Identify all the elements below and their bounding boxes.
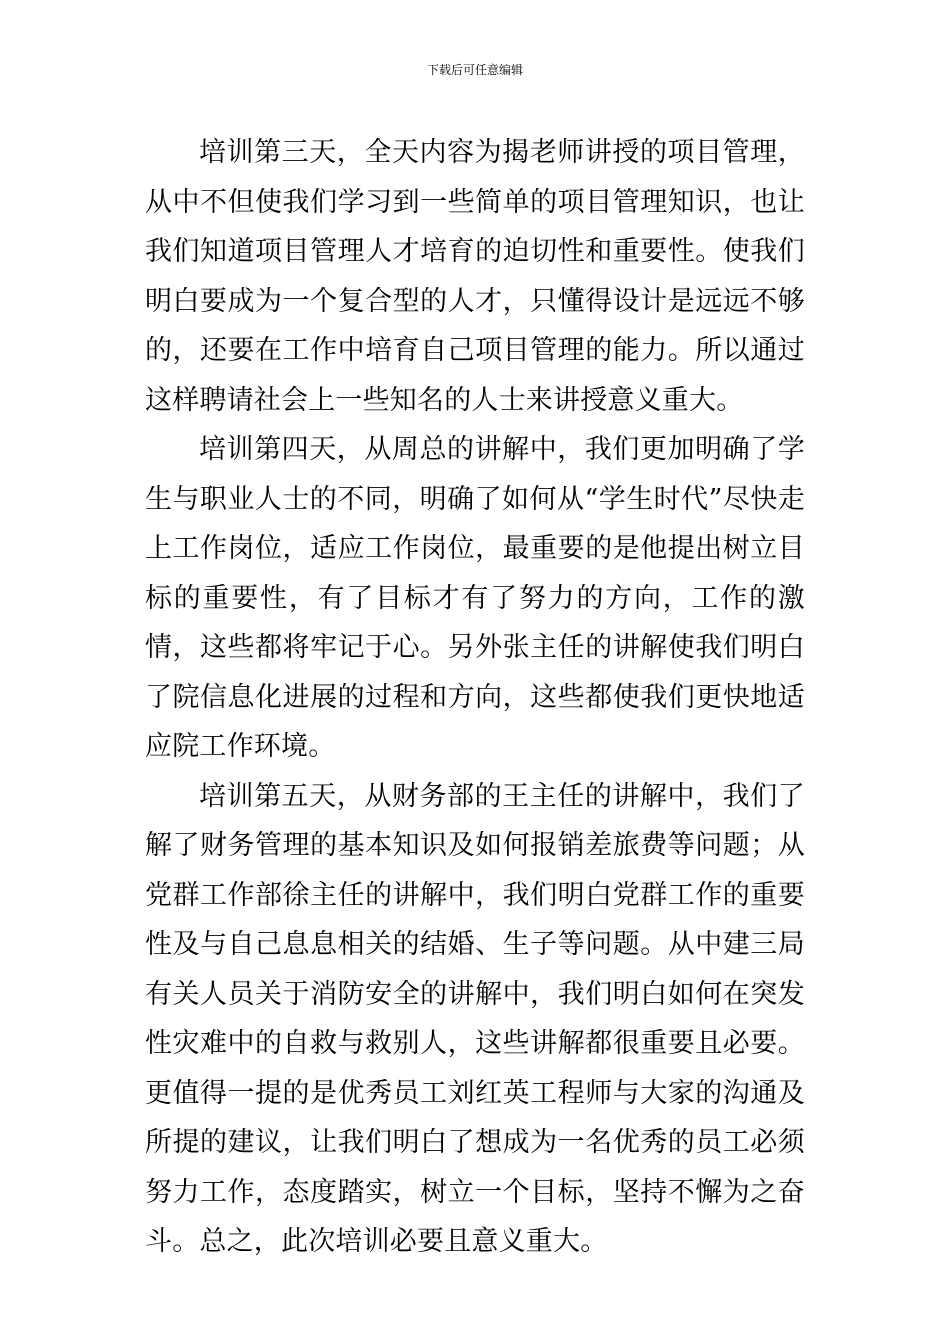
paragraph-day-three: 培训第三天，全天内容为揭老师讲授的项目管理，从中不但使我们学习到一些简单的项目管理知识，也让我们知道项目管理人才培育的迫切性和重要性。使我们明白要成为一个复合型的人才，只懂得设计是远远不够的，还要在工作中培育自己项目管理的能力。所以通过这样聘请社会上一些知名的人士来讲授意义重大。: [145, 137, 805, 416]
paragraph-day-four: 培训第四天，从周总的讲解中，我们更加明确了学生与职业人士的不同，明确了如何从“学生时代”尽快走上工作岗位，适应工作岗位，最重要的是他提出树立目标的重要性，有了目标才有了努力的方向，工作的激情，这些都将牢记于心。另外张主任的讲解使我们明白了院信息化进展的过程和方向，这些都使我们更快地适应院工作环境。: [145, 434, 805, 762]
page-header: 下载后可任意编辑: [426, 63, 523, 77]
paragraph-day-five: 培训第五天，从财务部的王主任的讲解中，我们了解了财务管理的基本知识及如何报销差旅费等问题；从党群工作部徐主任的讲解中，我们明白党群工作的重要性及与自己息息相关的结婚、生子等问题。从中建三局有关人员关于消防安全的讲解中，我们明白如何在突发性灾难中的自救与救别人，这些讲解都很重要且必要。更值得一提的是优秀员工刘红英工程师与大家的沟通及所提的建议，让我们明白了想成为一名优秀的员工必须努力工作，态度踏实，树立一个目标，坚持不懈为之奋斗。总之，此次培训必要且意义重大。: [145, 780, 805, 1257]
document-body: [145, 128, 805, 1267]
